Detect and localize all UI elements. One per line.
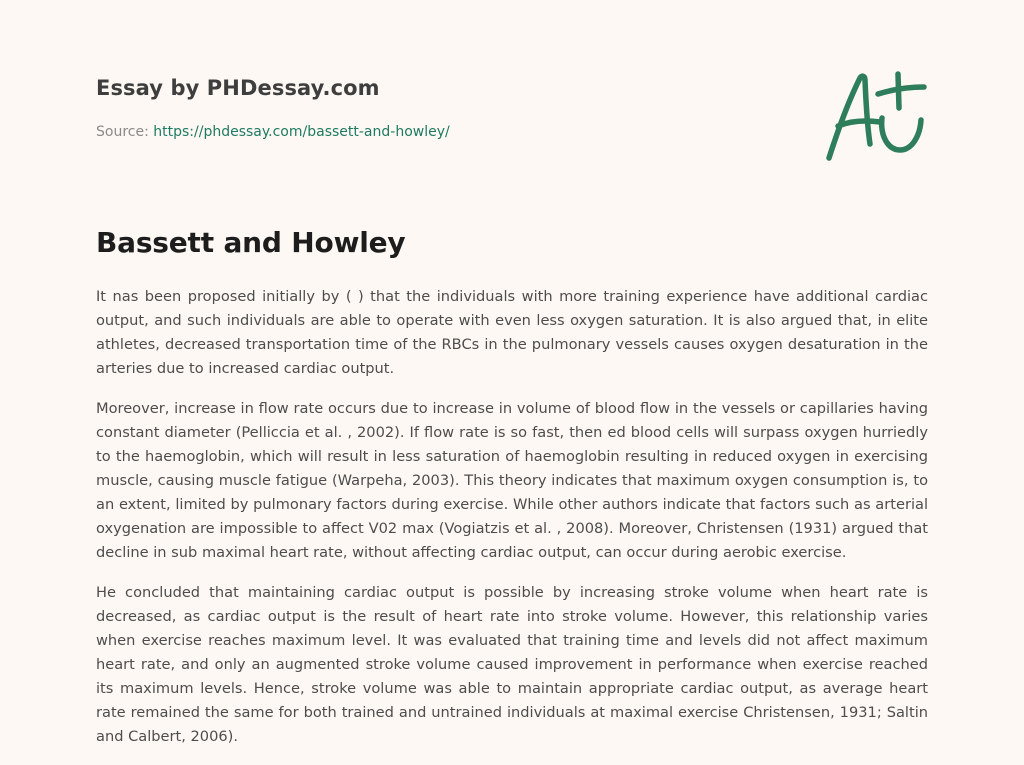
paragraph: He concluded that maintaining cardiac output is possible by increasing stroke volume when heart rate is decreased, as cardiac output is the result of heart rate into stroke volume. However, this relationship varies when exercise reaches maximum level. It was evaluated that training time and levels did not affect maximum heart rate, and only an augmented stroke volume caused improvement in performance when exercise reached its maximum levels. Hence, stroke volume was able to maintain appropriate cardiac output, as average heart rate remained the same for both trained and untrained individuals at maximal exercise Christensen, 1931; Saltin and Calbert, 2006). xyxy=(96,584,928,745)
a-plus-grade-icon xyxy=(820,68,930,166)
article-title: Bassett and Howley xyxy=(96,226,406,259)
site-brand: Essay by PHDessay.com xyxy=(96,76,380,100)
page-header xyxy=(96,76,450,140)
source-line xyxy=(96,124,450,140)
article-body xyxy=(96,285,928,765)
paragraph: It nas been proposed initially by ( ) that the individuals with more training experience have additional cardiac output, and such individuals are able to operate with even less oxygen saturation. It is also argued that, in elite athletes, decreased transportation time of the RBCs in the pulmonary vessels causes oxygen desaturation in the arteries due to increased cardiac output. xyxy=(96,288,928,377)
source-link[interactable]: https://phdessay.com/bassett-and-howley/ xyxy=(153,124,450,140)
source-label: Source: xyxy=(96,124,149,140)
paragraph: Moreover, increase in flow rate occurs due to increase in volume of blood flow in the vessels or capillaries having constant diameter (Pelliccia et al. , 2002). If flow rate is so fast, then ed blood cells will surpass oxygen hurriedly to the haemoglobin, which will result in less saturation of haemoglobin resulting in reduced oxygen in exercising muscle, causing muscle fatigue (Warpeha, 2003). This theory indicates that maximum oxygen consumption is, to an extent, limited by pulmonary factors during exercise. While other authors indicate that factors such as arterial oxygenation are impossible to affect V02 max (Vogiatzis et al. , 2008). Moreover, Christensen (1931) argued that decline in sub maximal heart rate, without affecting cardiac output, can occur during aerobic exercise. xyxy=(96,400,928,561)
